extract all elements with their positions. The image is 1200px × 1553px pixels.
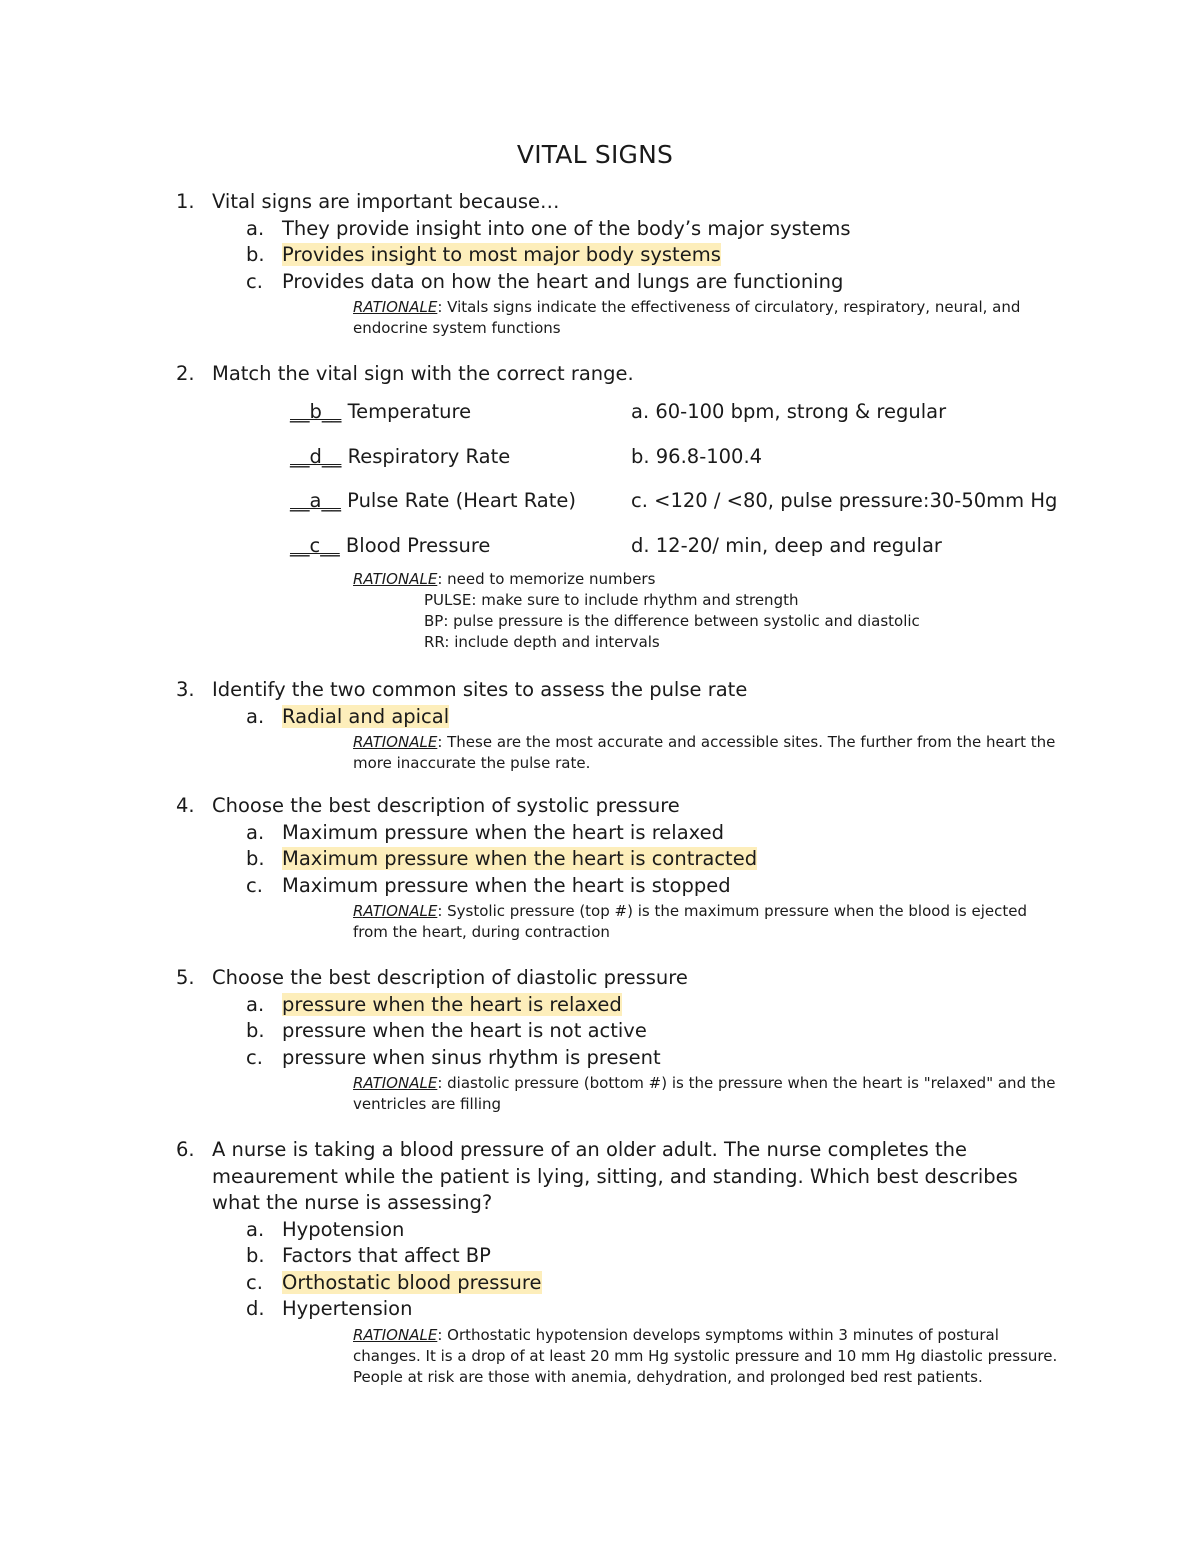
option-c [246, 873, 1066, 900]
option-letter: a. [246, 1217, 265, 1241]
question-1 [176, 189, 1066, 339]
question-text: A nurse is taking a blood pressure of an older adult. The nurse completes the meaurement while the patient is lying, sitting, and standing. Which best describes what the nurse is assessing? [212, 1138, 1018, 1214]
rationale-label: RATIONALE [353, 1074, 438, 1092]
option-a [246, 216, 1066, 243]
option-b [246, 242, 1066, 269]
option-letter: c. [246, 1045, 263, 1069]
rationale-line: BP: pulse pressure is the difference between systolic and diastolic [424, 612, 920, 630]
rationale-line: RR: include depth and intervals [424, 633, 660, 651]
rationale-label: RATIONALE [353, 298, 438, 316]
question-5 [176, 965, 1066, 1115]
rationale [353, 732, 1066, 774]
match-answer: __c__ [290, 533, 340, 557]
option-text: Hypotension [282, 1217, 405, 1241]
question-number: 5. [176, 966, 195, 989]
option-a [246, 704, 1066, 731]
question-text: Choose the best description of diastolic pressure [212, 966, 688, 989]
question-2 [176, 361, 1066, 388]
option-a [246, 992, 1066, 1019]
question-number: 2. [176, 362, 195, 385]
option-b [246, 1018, 1066, 1045]
correct-answer-highlight: Maximum pressure when the heart is contracted [282, 847, 758, 870]
match-item: Blood Pressure [339, 533, 491, 557]
rationale-text: : These are the most accurate and accessible sites. The further from the heart the more inaccurate the pulse rate. [353, 733, 1056, 772]
question-6 [176, 1137, 1066, 1388]
rationale [353, 1073, 1066, 1115]
option-letter: d. [246, 1297, 265, 1320]
option-a [246, 820, 1066, 847]
matching-row [290, 399, 1090, 444]
option-text: Maximum pressure when the heart is stopped [282, 873, 731, 897]
option-letter: a. [246, 216, 265, 240]
option-d [246, 1296, 1066, 1323]
matching-row [290, 444, 1090, 489]
option-letter: b. [246, 243, 265, 266]
option-letter: c. [246, 269, 263, 293]
rationale [353, 901, 1066, 943]
question-number: 3. [176, 678, 195, 701]
rationale-text: : diastolic pressure (bottom #) is the pressure when the heart is "relaxed" and the ventricles are filling [353, 1074, 1056, 1113]
option-c [246, 1045, 1066, 1072]
question-text: Identify the two common sites to assess the pulse rate [212, 678, 748, 701]
question-number: 1. [176, 190, 195, 213]
rationale-text: : Orthostatic hypotension develops symptoms within 3 minutes of postural changes. It is a drop of at least 20 mm Hg systolic pressure and 10 mm Hg diastolic pressure. People at risk are those with anemia, dehydration, and prolonged bed rest patients. [353, 1325, 1058, 1386]
match-answer: __a__ [290, 489, 341, 512]
option-text: Maximum pressure when the heart is relaxed [282, 820, 724, 844]
rationale-label: RATIONALE [353, 570, 438, 588]
option-text: Factors that affect BP [282, 1244, 491, 1267]
rationale-label: RATIONALE [353, 902, 438, 920]
match-answer: __d__ [290, 444, 342, 468]
option-text: They provide insight into one of the body’s major systems [282, 216, 851, 240]
option-letter: a. [246, 704, 265, 728]
correct-answer-highlight: pressure when the heart is relaxed [282, 992, 622, 1016]
rationale [353, 1325, 1066, 1388]
question-text: Vital signs are important because… [212, 190, 560, 213]
match-range: a. 60-100 bpm, strong & regular [631, 400, 947, 423]
match-range: d. 12-20/ min, deep and regular [631, 533, 942, 557]
option-text: Hypertension [282, 1297, 413, 1320]
correct-answer-highlight: Provides insight to most major body systems [282, 243, 721, 266]
option-letter: a. [246, 992, 265, 1016]
rationale-text: : Systolic pressure (top #) is the maximum pressure when the blood is ejected from the heart, during contraction [353, 902, 1027, 941]
match-range: b. 96.8-100.4 [631, 444, 763, 468]
matching-row [290, 488, 1090, 533]
rationale-text: : need to memorize numbers [437, 570, 656, 588]
match-item: Pulse Rate (Heart Rate) [340, 489, 577, 512]
option-c [246, 1270, 1066, 1297]
match-answer: __b__ [290, 400, 342, 423]
rationale-line: PULSE: make sure to include rhythm and strength [424, 591, 799, 609]
correct-answer-highlight: Radial and apical [282, 704, 450, 728]
option-text: Provides data on how the heart and lungs are functioning [282, 269, 844, 293]
option-letter: a. [246, 820, 265, 844]
correct-answer-highlight: Orthostatic blood pressure [282, 1270, 542, 1294]
option-letter: b. [246, 847, 265, 870]
option-b [246, 1243, 1066, 1270]
rationale [353, 297, 1066, 339]
rationale-text: : Vitals signs indicate the effectiveness of circulatory, respiratory, neural, and endocrine system functions [353, 298, 1021, 337]
page-title: VITAL SIGNS [516, 140, 674, 169]
option-a [246, 1217, 1066, 1244]
matching-table [290, 399, 1090, 577]
question-3 [176, 677, 1066, 774]
option-letter: b. [246, 1244, 265, 1267]
option-c [246, 269, 1066, 296]
question-text: Match the vital sign with the correct range. [212, 362, 634, 385]
option-letter: c. [246, 1270, 263, 1294]
match-range: c. <120 / <80, pulse pressure:30-50mm Hg [631, 489, 1058, 512]
rationale-label: RATIONALE [353, 1325, 438, 1344]
option-b [246, 846, 1066, 873]
option-text: pressure when the heart is not active [282, 1019, 647, 1042]
option-letter: c. [246, 873, 263, 897]
rationale [353, 569, 920, 653]
question-number: 6. [176, 1138, 195, 1161]
question-text: Choose the best description of systolic pressure [212, 794, 680, 817]
question-4 [176, 793, 1066, 943]
match-item: Respiratory Rate [341, 444, 511, 468]
option-letter: b. [246, 1019, 265, 1042]
rationale-label: RATIONALE [353, 733, 438, 751]
match-item: Temperature [341, 400, 472, 423]
option-text: pressure when sinus rhythm is present [282, 1045, 661, 1069]
question-number: 4. [176, 794, 195, 817]
